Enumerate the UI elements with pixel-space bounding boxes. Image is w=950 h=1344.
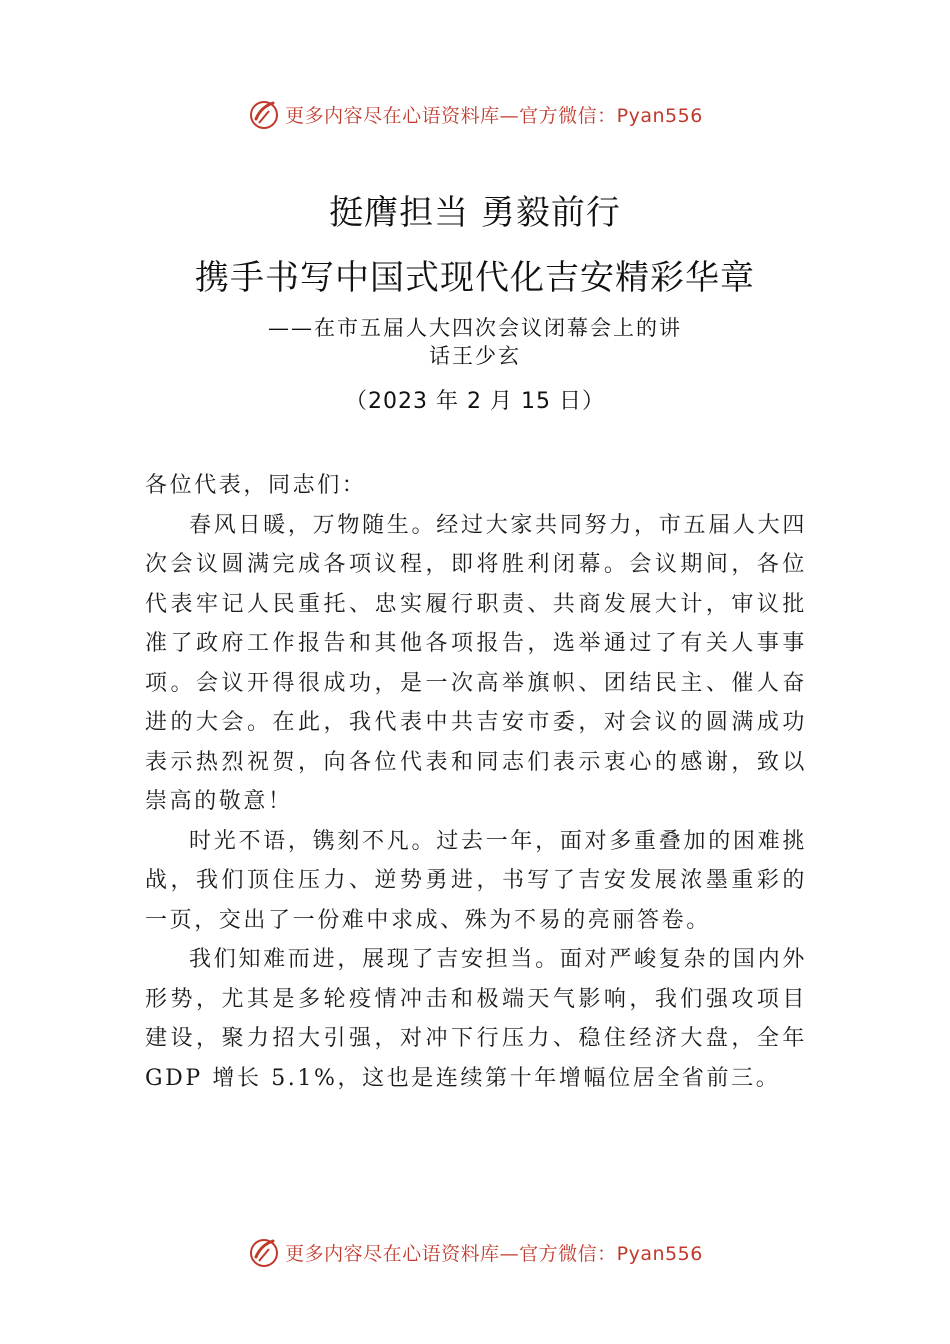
logo-icon — [247, 1235, 281, 1269]
footer-watermark — [0, 1232, 950, 1272]
watermark-label: 更多内容尽在心语资料库—官方微信： — [285, 1242, 617, 1265]
wechat-id: Pyan556 — [616, 104, 703, 127]
watermark-text — [285, 1239, 703, 1266]
logo-icon — [247, 97, 281, 131]
header-watermark — [0, 94, 950, 134]
paragraph: 我们知难而进，展现了吉安担当。面对严峻复杂的国内外形势，尤其是多轮疫情冲击和极端天气影响，我们强攻项目建设，聚力招大引强，对冲下行压力、稳住经济大盘，全年 GDP 增长 5.1%，这也是连续第十年增幅位居全省前三。 — [145, 947, 807, 1091]
watermark-label: 更多内容尽在心语资料库—官方微信： — [285, 104, 617, 127]
title-line-1: 挺膺担当 勇毅前行 — [329, 193, 621, 233]
paragraph: 时光不语，镌刻不凡。过去一年，面对多重叠加的困难挑战，我们顶住压力、逆势勇进，书写了吉安发展浓墨重彩的一页，交出了一份难中求成、殊为不易的亮丽答卷。 — [145, 828, 807, 933]
watermark-text — [285, 101, 703, 128]
wechat-id: Pyan556 — [616, 1242, 703, 1265]
subtitle-line-1: ——在市五届人大四次会议闭幕会上的讲 — [268, 316, 682, 340]
greeting: 各位代表，同志们： — [145, 473, 367, 498]
paragraph: 春风日暖，万物随生。经过大家共同努力，市五届人大四次会议圆满完成各项议程，即将胜利闭幕。会议期间，各位代表牢记人民重托、忠实履行职责、共商发展大计，审议批准了政府工作报告和其他各项报告，选举通过了有关人事事项。会议开得很成功，是一次高举旗帜、团结民主、催人奋进的大会。在此，我代表中共吉安市委，对会议的圆满成功表示热烈祝贺，向各位代表和同志们表示衷心的感谢，致以崇高的敬意！ — [145, 512, 807, 814]
speech-body — [145, 466, 807, 1098]
subtitle-line-2: 话王少玄 — [429, 344, 521, 368]
speech-date: （2023 年 2 月 15 日） — [345, 389, 605, 414]
title-line-2: 携手书写中国式现代化吉安精彩华章 — [195, 258, 755, 298]
